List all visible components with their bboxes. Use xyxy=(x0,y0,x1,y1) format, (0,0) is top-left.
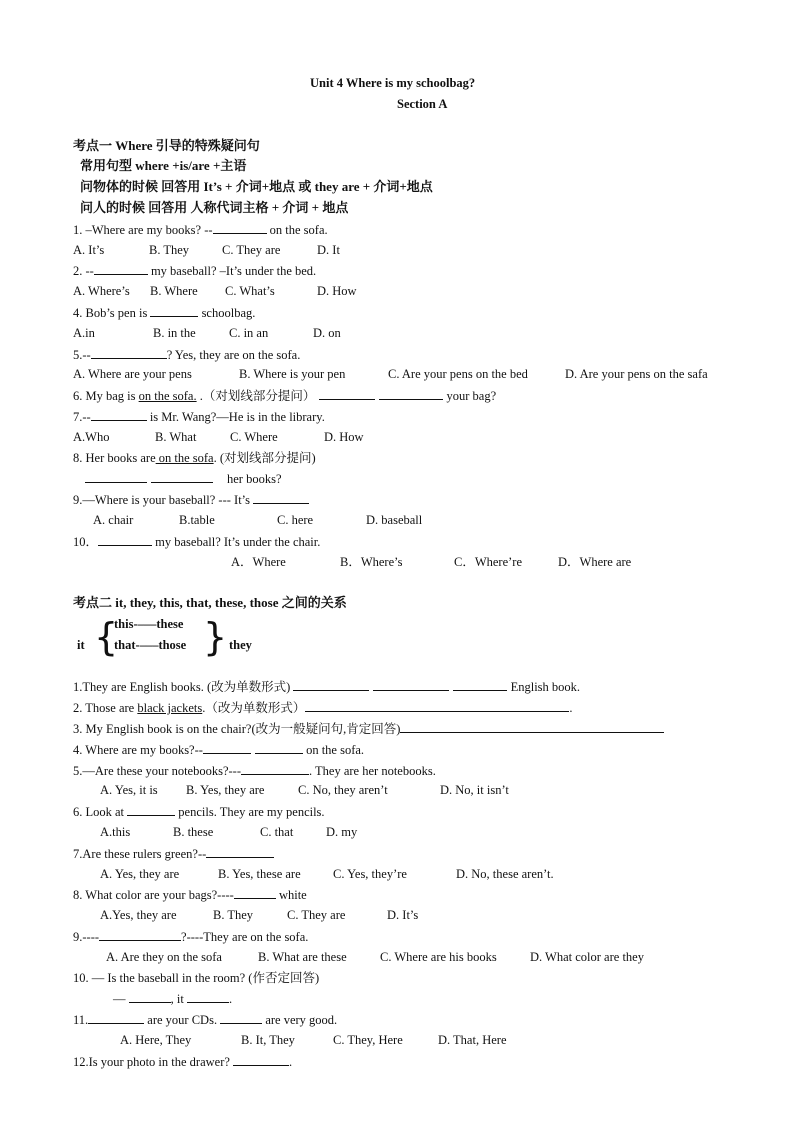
q-text: 6. Look at xyxy=(73,805,128,819)
q-text: 2. -- xyxy=(73,264,94,278)
q-text: 1. –Where are my books? -- xyxy=(73,223,213,237)
s1-q7-option-a[interactable]: A.Who xyxy=(73,430,110,444)
s2-q6-option-b[interactable]: B. these xyxy=(173,825,214,839)
answer-blank[interactable] xyxy=(203,741,251,754)
s2-question-6 xyxy=(73,803,325,820)
s1-q4-option-a[interactable]: A.in xyxy=(73,326,95,340)
s1-q7-option-b[interactable]: B. What xyxy=(155,430,197,444)
answer-blank[interactable] xyxy=(91,408,147,421)
s1-q5-option-c[interactable]: C. Are your pens on the bed xyxy=(388,367,528,381)
worksheet-title: Unit 4 Where is my schoolbag? xyxy=(310,76,476,90)
s2-question-10-answer-line xyxy=(113,990,232,1007)
answer-blank[interactable] xyxy=(127,803,175,816)
q-text: . xyxy=(228,992,233,1006)
q-text: 8. Her books are xyxy=(73,451,156,465)
s1-question-4 xyxy=(73,304,255,321)
s1-q1-option-b[interactable]: B. They xyxy=(149,243,190,257)
s1-q2-option-a[interactable]: A. Where’s xyxy=(73,284,130,298)
answer-blank[interactable] xyxy=(253,491,309,504)
q-text: 12.Is your photo in the drawer? xyxy=(73,1055,234,1069)
answer-blank[interactable] xyxy=(453,678,507,691)
s2-q9-option-d[interactable]: D. What color are they xyxy=(530,950,644,964)
s1-q5-option-a[interactable]: A. Where are your pens xyxy=(73,367,192,381)
q-text: pencils. They are my pencils. xyxy=(175,805,325,819)
pronoun-row-this-these: this-–––these xyxy=(114,617,184,631)
answer-blank[interactable] xyxy=(379,387,443,400)
underlined-phrase: black jackets xyxy=(137,701,203,715)
q-text: . xyxy=(569,701,573,715)
answer-blank[interactable] xyxy=(94,262,148,275)
underlined-phrase: on the sofa. xyxy=(138,389,197,403)
q-text: 1.They are English books. (改为单数形式) xyxy=(73,680,294,694)
q-text: , it xyxy=(170,992,187,1006)
s2-question-10: 10. — Is the baseball in the room? (作否定回答) xyxy=(73,971,320,985)
q-text: her books? xyxy=(227,472,282,486)
pronoun-row-that-those: that-–––those xyxy=(114,638,187,652)
s1-question-1 xyxy=(73,221,328,238)
answer-blank[interactable] xyxy=(373,678,449,691)
q-text: . xyxy=(289,1055,293,1069)
q-text: are very good. xyxy=(262,1013,338,1027)
q-text: my baseball? –It’s under the bed. xyxy=(147,264,317,278)
answer-blank[interactable] xyxy=(151,470,213,483)
s2-q8-option-c[interactable]: C. They are xyxy=(287,908,346,922)
q-text: is Mr. Wang?—He is in the library. xyxy=(146,410,325,424)
s2-q8-option-d[interactable]: D. It’s xyxy=(387,908,419,922)
s1-q10-option-d[interactable]: D．Where are xyxy=(558,555,632,569)
q-text: . (对划线部分提问) xyxy=(213,451,316,465)
q-text: my baseball? It’s under the chair. xyxy=(152,535,321,549)
q-text: 4. Bob’s pen is xyxy=(73,306,151,320)
answer-blank[interactable] xyxy=(85,470,147,483)
s2-q11-option-b[interactable]: B. It, They xyxy=(241,1033,295,1047)
s1-q7-option-d[interactable]: D. How xyxy=(324,430,364,444)
s2-q11-option-c[interactable]: C. They, Here xyxy=(333,1033,403,1047)
s2-question-11 xyxy=(73,1011,337,1028)
answer-blank[interactable] xyxy=(400,720,664,733)
s1-q2-option-c[interactable]: C. What’s xyxy=(225,284,275,298)
s1-q10-option-c[interactable]: C．Where’re xyxy=(454,555,523,569)
answer-blank[interactable] xyxy=(305,699,569,712)
answer-blank[interactable] xyxy=(129,990,171,1003)
s1-q4-option-d[interactable]: D. on xyxy=(313,326,341,340)
q-text: 5.-- xyxy=(73,348,91,362)
s2-q7-option-b[interactable]: B. Yes, these are xyxy=(218,867,301,881)
s1-q2-option-d[interactable]: D. How xyxy=(317,284,357,298)
s2-q8-option-a[interactable]: A.Yes, they are xyxy=(100,908,177,922)
q-text: .（对划线部分提问） xyxy=(196,389,316,403)
s1-question-8 xyxy=(73,450,316,466)
s1-q1-option-d[interactable]: D. It xyxy=(317,243,340,257)
s2-q9-option-b[interactable]: B. What are these xyxy=(258,950,347,964)
answer-blank[interactable] xyxy=(150,304,198,317)
s2-q7-option-c[interactable]: C. Yes, they’re xyxy=(333,867,407,881)
q-text: 3. My English book is on the chair?(改为一般疑问句,肯定回答) xyxy=(73,722,401,736)
s2-q5-option-a[interactable]: A. Yes, it is xyxy=(100,783,158,797)
q-text: 4. Where are my books?-- xyxy=(73,743,203,757)
q-text: — xyxy=(113,992,129,1006)
s1-q5-option-b[interactable]: B. Where is your pen xyxy=(239,367,346,381)
s1-q10-option-b[interactable]: B．Where’s xyxy=(340,555,403,569)
q-text: are your CDs. xyxy=(144,1013,221,1027)
q-text: ? Yes, they are on the sofa. xyxy=(166,348,301,362)
section2-heading: 考点二 it, they, this, that, these, those 之间的关系 xyxy=(73,595,347,610)
right-brace-icon: } xyxy=(203,615,228,659)
q-text: 7.-- xyxy=(73,410,91,424)
answer-blank[interactable] xyxy=(213,221,267,234)
pronoun-it: it xyxy=(77,638,85,652)
s1-q7-option-c[interactable]: C. Where xyxy=(230,430,278,444)
s2-question-9 xyxy=(73,928,308,945)
s2-question-8 xyxy=(73,886,307,903)
s2-q6-option-d[interactable]: D. my xyxy=(326,825,358,839)
s1-question-9 xyxy=(73,491,309,508)
section1-rule-object: 问物体的时候 回答用 It’s + 介词+地点 或 they are + 介词+地点 xyxy=(80,179,433,194)
q-text: on the sofa. xyxy=(302,743,365,757)
s1-question-10 xyxy=(73,533,320,550)
q-text: 2. Those are xyxy=(73,701,138,715)
q-text: 5.—Are these your notebooks?--- xyxy=(73,764,242,778)
s2-question-2 xyxy=(73,699,573,716)
answer-blank[interactable] xyxy=(206,845,274,858)
answer-blank[interactable] xyxy=(91,346,167,359)
s2-question-12 xyxy=(73,1053,292,1070)
q-text: 9.—Where is your baseball? --- It’s xyxy=(73,493,254,507)
answer-blank[interactable] xyxy=(88,1011,144,1024)
underlined-phrase: on the sofa xyxy=(155,451,214,465)
s2-question-5 xyxy=(73,762,436,779)
section1-rule-pattern: 常用句型 where +is/are +主语 xyxy=(80,158,247,173)
answer-blank[interactable] xyxy=(293,678,369,691)
pronoun-they: they xyxy=(229,638,252,652)
s1-question-7 xyxy=(73,408,325,425)
answer-blank[interactable] xyxy=(319,387,375,400)
s2-q5-option-b[interactable]: B. Yes, they are xyxy=(186,783,265,797)
q-text: 9.---- xyxy=(73,930,100,944)
s2-q11-option-a[interactable]: A. Here, They xyxy=(120,1033,192,1047)
q-text: 11. xyxy=(73,1013,89,1027)
s1-q5-option-d[interactable]: D. Are your pens on the safa xyxy=(565,367,708,381)
s1-q4-option-b[interactable]: B. in the xyxy=(153,326,196,340)
s2-q7-option-d[interactable]: D. No, these aren’t. xyxy=(456,867,554,881)
s1-q4-option-c[interactable]: C. in an xyxy=(229,326,269,340)
s2-q11-option-d[interactable]: D. That, Here xyxy=(438,1033,507,1047)
answer-blank[interactable] xyxy=(241,762,309,775)
s1-q2-option-b[interactable]: B. Where xyxy=(150,284,198,298)
s1-q1-option-a[interactable]: A. It’s xyxy=(73,243,105,257)
q-text: 7.Are these rulers green?-- xyxy=(73,847,207,861)
q-text: 6. My bag is xyxy=(73,389,139,403)
q-text: .（改为单数形式） xyxy=(202,701,306,715)
q-text: schoolbag. xyxy=(198,306,256,320)
q-text: white xyxy=(275,888,307,902)
q-text: 10． xyxy=(73,535,99,549)
s1-question-6 xyxy=(73,387,496,404)
section1-heading: 考点一 Where 引导的特殊疑问句 xyxy=(73,138,260,153)
s2-q9-option-a[interactable]: A. Are they on the sofa xyxy=(106,950,222,964)
q-text: ?----They are on the sofa. xyxy=(181,930,309,944)
s1-q9-option-b[interactable]: B.table xyxy=(179,513,215,527)
answer-blank[interactable] xyxy=(255,741,303,754)
s2-question-1 xyxy=(73,678,580,695)
s2-question-7 xyxy=(73,845,274,862)
s2-q7-option-a[interactable]: A. Yes, they are xyxy=(100,867,180,881)
s1-q9-option-c[interactable]: C. here xyxy=(277,513,314,527)
s1-question-8-answer-line xyxy=(85,470,282,487)
s2-question-3 xyxy=(73,720,664,737)
section-subtitle: Section A xyxy=(397,97,448,111)
s2-q5-option-d[interactable]: D. No, it isn’t xyxy=(440,783,509,797)
s2-q8-option-b[interactable]: B. They xyxy=(213,908,254,922)
answer-blank[interactable] xyxy=(220,1011,262,1024)
s1-q9-option-a[interactable]: A. chair xyxy=(93,513,134,527)
answer-blank[interactable] xyxy=(187,990,229,1003)
q-text: 8. What color are your bags?---- xyxy=(73,888,234,902)
s2-q6-option-c[interactable]: C. that xyxy=(260,825,294,839)
s1-question-5 xyxy=(73,346,300,363)
section1-rule-person: 问人的时候 回答用 人称代词主格 + 介词 + 地点 xyxy=(80,200,349,215)
s1-q9-option-d[interactable]: D. baseball xyxy=(366,513,423,527)
s2-q9-option-c[interactable]: C. Where are his books xyxy=(380,950,497,964)
q-text: your bag? xyxy=(443,389,497,403)
s1-q10-option-a[interactable]: A．Where xyxy=(231,555,286,569)
q-text: English book. xyxy=(507,680,581,694)
answer-blank[interactable] xyxy=(98,533,152,546)
s2-question-4 xyxy=(73,741,364,758)
q-text: on the sofa. xyxy=(266,223,328,237)
s1-question-2 xyxy=(73,262,316,279)
answer-blank[interactable] xyxy=(233,1053,289,1066)
answer-blank[interactable] xyxy=(99,928,181,941)
s2-q5-option-c[interactable]: C. No, they aren’t xyxy=(298,783,388,797)
s2-q6-option-a[interactable]: A.this xyxy=(100,825,131,839)
answer-blank[interactable] xyxy=(234,886,276,899)
s1-q1-option-c[interactable]: C. They are xyxy=(222,243,281,257)
q-text: . They are her notebooks. xyxy=(309,764,436,778)
left-brace-icon: { xyxy=(94,615,119,659)
